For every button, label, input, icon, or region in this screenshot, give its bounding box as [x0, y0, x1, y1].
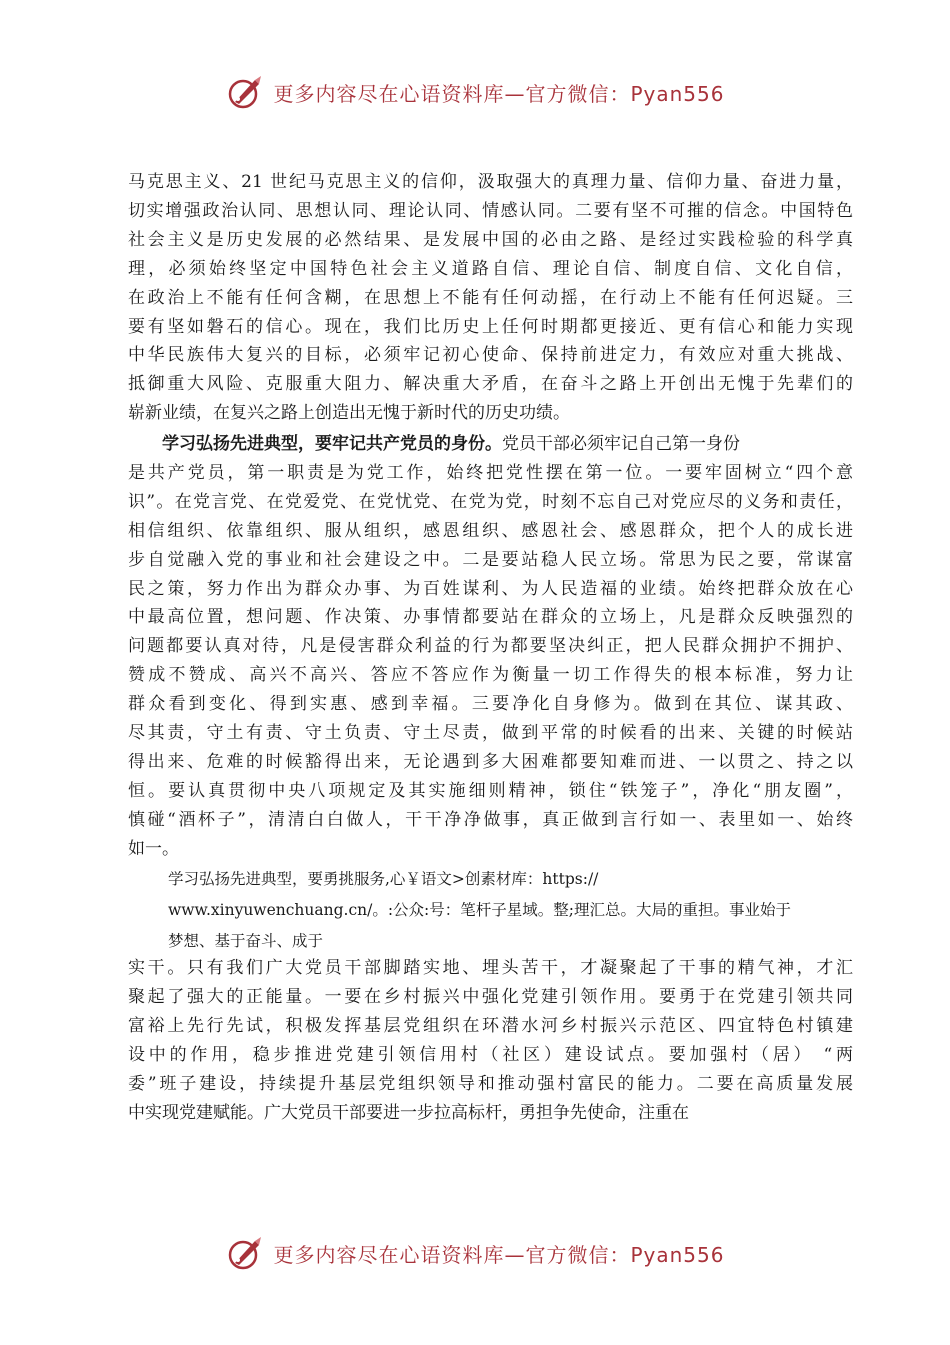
text-line-rest: 党员干部必须牢记自己第一身份	[502, 434, 740, 454]
paragraph-hard-work	[128, 954, 853, 1127]
text-line: 社会主义是历史发展的必然结果、是发展中国的必由之路、是经过实践检验的科学真	[128, 229, 853, 250]
text-line: 是共产党员，第一职责是为党工作，始终把党性摆在第一位。一要牢固树立“四个意	[128, 462, 853, 483]
text-line: 抵御重大风险、克服重大阻力、解决重大矛盾，在奋斗之路上开创出无愧于先辈们的	[128, 374, 853, 395]
section-heading: 学习弘扬先进典型，要牢记共产党员的身份。	[162, 434, 502, 454]
watermark-text: 更多内容尽在心语资料库—官方微信：Pyan556	[273, 81, 725, 106]
text-line: 问题都要认真对待，凡是侵害群众利益的行为都要坚决纠正，把人民群众拥护不拥护、	[128, 636, 853, 657]
text-line: 要有坚如磐石的信心。现在，我们比历史上任何时期都更接近、更有信心和能力实现	[128, 316, 853, 337]
text-line: 理，必须始终坚定中国特色社会主义道路自信、理论自信、制度自信、文化自信，	[128, 258, 853, 279]
text-line: 学习弘扬先进典型，要勇挑服务,心￥语文>创素材库：https://	[168, 870, 599, 888]
text-line: 马克思主义、21 世纪马克思主义的信仰，汲取强大的真理力量、信仰力量、奋进力量，	[128, 172, 853, 192]
pen-nib-logo-icon	[225, 72, 265, 112]
paragraph-first-line	[128, 430, 853, 459]
text-line: 赞成不赞成、高兴不高兴、答应不答应作为衡量一切工作得失的根本标准，努力让	[128, 665, 853, 686]
text-line: 中最高位置，想问题、作决策、办事情都要站在群众的立场上，凡是群众反映强烈的	[128, 607, 853, 628]
text-line: www.xinyuwenchuang.cn/。:公众:号：笔杆子星域。整;理汇总。大局的重担。事业始于	[168, 901, 792, 919]
text-line: 崭新业绩，在复兴之路上创造出无愧于新时代的历史功绩。	[128, 403, 570, 424]
text-line: 切实增强政治认同、思想认同、理论认同、情感认同。二要有坚不可摧的信念。中国特色	[128, 200, 853, 221]
footer-watermark-banner	[0, 1233, 950, 1273]
text-line: 梦想、基于奋斗、成于	[168, 932, 324, 950]
text-line: 民之策，努力作出为群众办事、为百姓谋利、为人民造福的业绩。始终把群众放在心	[128, 578, 853, 599]
paragraph-party-identity	[128, 430, 853, 864]
paragraph-faith	[128, 168, 853, 428]
text-line: 中实现党建赋能。广大党员干部要进一步拉高标杆，勇担争先使命，注重在	[128, 1102, 689, 1123]
text-line: 中华民族伟大复兴的目标，必须牢记初心使命、保持前进定力，有效应对重大挑战、	[128, 345, 853, 366]
text-line: 如一。	[128, 838, 179, 859]
text-line: 实干。只有我们广大党员干部脚踏实地、埋头苦干，才凝聚起了干事的精气神，才汇	[128, 958, 853, 978]
text-line: 慎碰“酒杯子”，清清白白做人，干干净净做事，真正做到言行如一、表里如一、始终	[128, 809, 853, 830]
text-line: 相信组织、依靠组织、服从组织，感恩组织、感恩社会、感恩群众，把个人的成长进	[128, 520, 853, 541]
text-line: 得出来、危难的时候豁得出来，无论遇到多大困难都要知难而进、一以贯之、持之以	[128, 751, 853, 772]
text-line: 在政治上不能有任何含糊，在思想上不能有任何动摇，在行动上不能有任何迟疑。三	[128, 287, 853, 308]
text-line: 设中的作用，稳步推进党建引领信用村（社区）建设试点。要加强村（居） “两	[128, 1044, 853, 1065]
text-line: 尽其责，守土有责、守土负责、守土尽责，做到平常的时候看的出来、关键的时候站	[128, 723, 853, 744]
pen-nib-logo-icon	[225, 1233, 265, 1273]
text-line: 步自觉融入党的事业和社会建设之中。二是要站稳人民立场。常思为民之要，常谋富	[128, 549, 853, 570]
header-watermark-banner	[0, 72, 950, 112]
paragraph-source-note	[168, 864, 858, 957]
text-line: 委”班子建设，持续提升基层党组织领导和推动强村富民的能力。二要在高质量发展	[128, 1073, 853, 1094]
watermark-text: 更多内容尽在心语资料库—官方微信：Pyan556	[273, 1242, 725, 1267]
text-line: 恒。要认真贯彻中央八项规定及其实施细则精神，锁住“铁笼子”，净化“朋友圈”，	[128, 780, 853, 801]
text-line: 识”。在党言党、在党爱党、在党忧党、在党为党，时刻不忘自己对党应尽的义务和责任，	[128, 491, 853, 512]
text-line: 富裕上先行先试，积极发挥基层党组织在环潜水河乡村振兴示范区、四宜特色村镇建	[128, 1015, 853, 1036]
text-line: 群众看到变化、得到实惠、感到幸福。三要净化自身修为。做到在其位、谋其政、	[128, 694, 853, 715]
text-line: 聚起了强大的正能量。一要在乡村振兴中强化党建引领作用。要勇于在党建引领共同	[128, 986, 853, 1007]
